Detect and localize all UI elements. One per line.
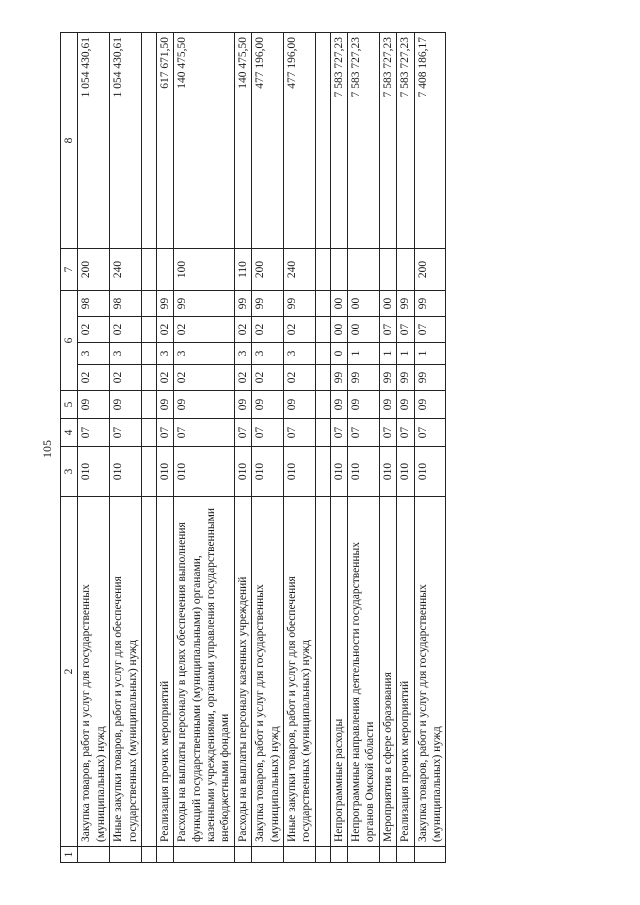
empty-cell <box>315 317 330 343</box>
section-code-cell: 07 <box>234 419 251 447</box>
expense-type-cell: 100 <box>174 249 235 291</box>
target-article-code-cell: 07 <box>397 317 414 343</box>
section-code-cell: 07 <box>110 419 142 447</box>
amount-cell: 7 583 727,23 <box>397 33 414 249</box>
empty-cell <box>141 847 156 863</box>
table-row <box>283 33 315 863</box>
header-cell: 4 <box>61 419 78 447</box>
header-row <box>61 33 78 863</box>
chapter-code-cell: 010 <box>414 447 446 497</box>
target-article-code-cell: 00 <box>330 291 347 317</box>
section-code-cell: 07 <box>397 419 414 447</box>
expense-type-cell: 200 <box>414 249 446 291</box>
amount-cell: 7 583 727,23 <box>348 33 380 249</box>
target-article-code-cell: 3 <box>283 343 315 365</box>
chapter-code-cell: 010 <box>379 447 396 497</box>
target-article-code-cell: 99 <box>174 291 235 317</box>
section-code-cell: 07 <box>379 419 396 447</box>
empty-cell <box>315 847 330 863</box>
target-article-code-cell: 98 <box>78 291 110 317</box>
expense-type-cell: 200 <box>78 249 110 291</box>
header-cell: 1 <box>61 847 78 863</box>
row-number-cell <box>330 847 347 863</box>
row-number-cell <box>252 847 284 863</box>
expense-type-cell <box>397 249 414 291</box>
target-article-code-cell: 02 <box>174 317 235 343</box>
section-code-cell: 07 <box>252 419 284 447</box>
empty-cell <box>315 447 330 497</box>
expense-type-cell <box>379 249 396 291</box>
target-article-code-cell: 02 <box>283 317 315 343</box>
target-article-code-cell: 00 <box>379 291 396 317</box>
target-article-code-cell: 07 <box>379 317 396 343</box>
subsection-code-cell: 09 <box>414 391 446 419</box>
section-code-cell: 07 <box>283 419 315 447</box>
empty-cell <box>315 291 330 317</box>
target-article-code-cell: 02 <box>252 365 284 391</box>
row-name-cell: Непрограммные направления деятельности государственных органов Омской области <box>348 497 380 847</box>
section-code-cell: 07 <box>414 419 446 447</box>
target-article-code-cell: 02 <box>78 317 110 343</box>
header-cell: 3 <box>61 447 78 497</box>
chapter-code-cell: 010 <box>397 447 414 497</box>
amount-cell: 1 054 430,61 <box>110 33 142 249</box>
chapter-code-cell: 010 <box>348 447 380 497</box>
empty-cell <box>141 497 156 847</box>
amount-cell: 140 475,50 <box>174 33 235 249</box>
row-number-cell <box>234 847 251 863</box>
amount-cell: 7 408 186,17 <box>414 33 446 249</box>
empty-cell <box>141 343 156 365</box>
target-article-code-cell: 3 <box>156 343 173 365</box>
row-number-cell <box>283 847 315 863</box>
subsection-code-cell: 09 <box>397 391 414 419</box>
target-article-code-cell: 99 <box>330 365 347 391</box>
target-article-code-cell: 99 <box>283 291 315 317</box>
row-number-cell <box>78 847 110 863</box>
target-article-code-cell: 1 <box>379 343 396 365</box>
target-article-code-cell: 02 <box>156 365 173 391</box>
target-article-code-cell: 99 <box>379 365 396 391</box>
header-cell: 6 <box>61 291 78 391</box>
chapter-code-cell: 010 <box>330 447 347 497</box>
table-row <box>330 33 347 863</box>
subsection-code-cell: 09 <box>330 391 347 419</box>
amount-cell: 477 196,00 <box>252 33 284 249</box>
expense-type-cell: 110 <box>234 249 251 291</box>
target-article-code-cell: 99 <box>252 291 284 317</box>
expense-type-cell: 240 <box>283 249 315 291</box>
target-article-code-cell: 0 <box>330 343 347 365</box>
empty-cell <box>141 33 156 249</box>
empty-cell <box>141 419 156 447</box>
row-name-cell: Непрограммные расходы <box>330 497 347 847</box>
target-article-code-cell: 3 <box>234 343 251 365</box>
subsection-code-cell: 09 <box>78 391 110 419</box>
row-number-cell <box>156 847 173 863</box>
table-row <box>174 33 235 863</box>
target-article-code-cell: 3 <box>174 343 235 365</box>
table-row <box>379 33 396 863</box>
empty-cell <box>315 365 330 391</box>
header-cell: 7 <box>61 249 78 291</box>
empty-cell <box>141 249 156 291</box>
amount-cell: 7 583 727,23 <box>379 33 396 249</box>
target-article-code-cell: 02 <box>234 317 251 343</box>
subsection-code-cell: 09 <box>348 391 380 419</box>
header-cell: 2 <box>61 497 78 847</box>
table-row <box>110 33 142 863</box>
empty-cell <box>141 391 156 419</box>
row-name-cell: Реализация прочих мероприятий <box>156 497 173 847</box>
subsection-code-cell: 09 <box>379 391 396 419</box>
table-row <box>234 33 251 863</box>
target-article-code-cell: 1 <box>414 343 446 365</box>
target-article-code-cell: 07 <box>414 317 446 343</box>
table-row <box>414 33 446 863</box>
header-cell: 8 <box>61 33 78 249</box>
subsection-code-cell: 09 <box>156 391 173 419</box>
target-article-code-cell: 02 <box>174 365 235 391</box>
section-code-cell: 07 <box>156 419 173 447</box>
empty-cell <box>315 343 330 365</box>
row-name-cell: Расходы на выплаты персоналу казенных учреждений <box>234 497 251 847</box>
page-number: 105 <box>40 440 54 458</box>
empty-cell <box>315 497 330 847</box>
target-article-code-cell: 98 <box>110 291 142 317</box>
target-article-code-cell: 02 <box>110 365 142 391</box>
target-article-code-cell: 99 <box>397 365 414 391</box>
target-article-code-cell: 00 <box>330 317 347 343</box>
section-code-cell: 07 <box>348 419 380 447</box>
subsection-code-cell: 09 <box>252 391 284 419</box>
empty-cell <box>315 419 330 447</box>
header-cell: 5 <box>61 391 78 419</box>
target-article-code-cell: 02 <box>252 317 284 343</box>
amount-cell: 1 054 430,61 <box>78 33 110 249</box>
target-article-code-cell: 3 <box>78 343 110 365</box>
expense-type-cell: 200 <box>252 249 284 291</box>
expense-type-cell: 240 <box>110 249 142 291</box>
empty-cell <box>141 365 156 391</box>
chapter-code-cell: 010 <box>234 447 251 497</box>
empty-cell <box>315 391 330 419</box>
section-code-cell: 07 <box>78 419 110 447</box>
chapter-code-cell: 010 <box>110 447 142 497</box>
table-row <box>348 33 380 863</box>
row-name-cell: Иные закупки товаров, работ и услуг для обеспечения государственных (муниципальных) нужд <box>283 497 315 847</box>
row-number-cell <box>110 847 142 863</box>
subsection-code-cell: 09 <box>283 391 315 419</box>
table-row <box>397 33 414 863</box>
chapter-code-cell: 010 <box>174 447 235 497</box>
subsection-code-cell: 09 <box>110 391 142 419</box>
row-name-cell: Закупка товаров, работ и услуг для государственных (муниципальных) нужд <box>252 497 284 847</box>
amount-cell: 140 475,50 <box>234 33 251 249</box>
target-article-code-cell: 02 <box>110 317 142 343</box>
spacer-row <box>141 33 156 863</box>
amount-cell: 617 671,50 <box>156 33 173 249</box>
amount-cell: 7 583 727,23 <box>330 33 347 249</box>
target-article-code-cell: 02 <box>283 365 315 391</box>
row-number-cell <box>379 847 396 863</box>
row-number-cell <box>174 847 235 863</box>
row-name-cell: Реализация прочих мероприятий <box>397 497 414 847</box>
budget-table <box>60 32 446 863</box>
target-article-code-cell: 3 <box>110 343 142 365</box>
section-code-cell: 07 <box>330 419 347 447</box>
table-row <box>252 33 284 863</box>
empty-cell <box>315 33 330 249</box>
chapter-code-cell: 010 <box>252 447 284 497</box>
section-code-cell: 07 <box>174 419 235 447</box>
row-number-cell <box>414 847 446 863</box>
target-article-code-cell: 02 <box>156 317 173 343</box>
target-article-code-cell: 99 <box>414 365 446 391</box>
target-article-code-cell: 1 <box>397 343 414 365</box>
amount-cell: 477 196,00 <box>283 33 315 249</box>
target-article-code-cell: 00 <box>348 291 380 317</box>
chapter-code-cell: 010 <box>283 447 315 497</box>
target-article-code-cell: 99 <box>348 365 380 391</box>
row-name-cell: Закупка товаров, работ и услуг для государственных (муниципальных) нужд <box>414 497 446 847</box>
row-name-cell: Закупка товаров, работ и услуг для государственных (муниципальных) нужд <box>78 497 110 847</box>
row-name-cell: Мероприятия в сфере образования <box>379 497 396 847</box>
expense-type-cell <box>348 249 380 291</box>
row-name-cell: Иные закупки товаров, работ и услуг для обеспечения государственных (муниципальных) нужд <box>110 497 142 847</box>
target-article-code-cell: 99 <box>414 291 446 317</box>
empty-cell <box>141 317 156 343</box>
row-name-cell: Расходы на выплаты персоналу в целях обеспечения выполнения функций государственными (муниципальными) органами, казенными учреждениями, органами управления государственными внебюджетными фондами <box>174 497 235 847</box>
row-number-cell <box>397 847 414 863</box>
subsection-code-cell: 09 <box>174 391 235 419</box>
chapter-code-cell: 010 <box>78 447 110 497</box>
empty-cell <box>141 291 156 317</box>
spacer-row <box>315 33 330 863</box>
subsection-code-cell: 09 <box>234 391 251 419</box>
target-article-code-cell: 00 <box>348 317 380 343</box>
table-row <box>78 33 110 863</box>
target-article-code-cell: 3 <box>252 343 284 365</box>
target-article-code-cell: 02 <box>78 365 110 391</box>
target-article-code-cell: 1 <box>348 343 380 365</box>
target-article-code-cell: 99 <box>397 291 414 317</box>
table-row <box>156 33 173 863</box>
empty-cell <box>141 447 156 497</box>
table-body <box>78 33 446 863</box>
target-article-code-cell: 02 <box>234 365 251 391</box>
chapter-code-cell: 010 <box>156 447 173 497</box>
expense-type-cell <box>156 249 173 291</box>
target-article-code-cell: 99 <box>234 291 251 317</box>
row-number-cell <box>348 847 380 863</box>
target-article-code-cell: 99 <box>156 291 173 317</box>
empty-cell <box>315 249 330 291</box>
expense-type-cell <box>330 249 347 291</box>
